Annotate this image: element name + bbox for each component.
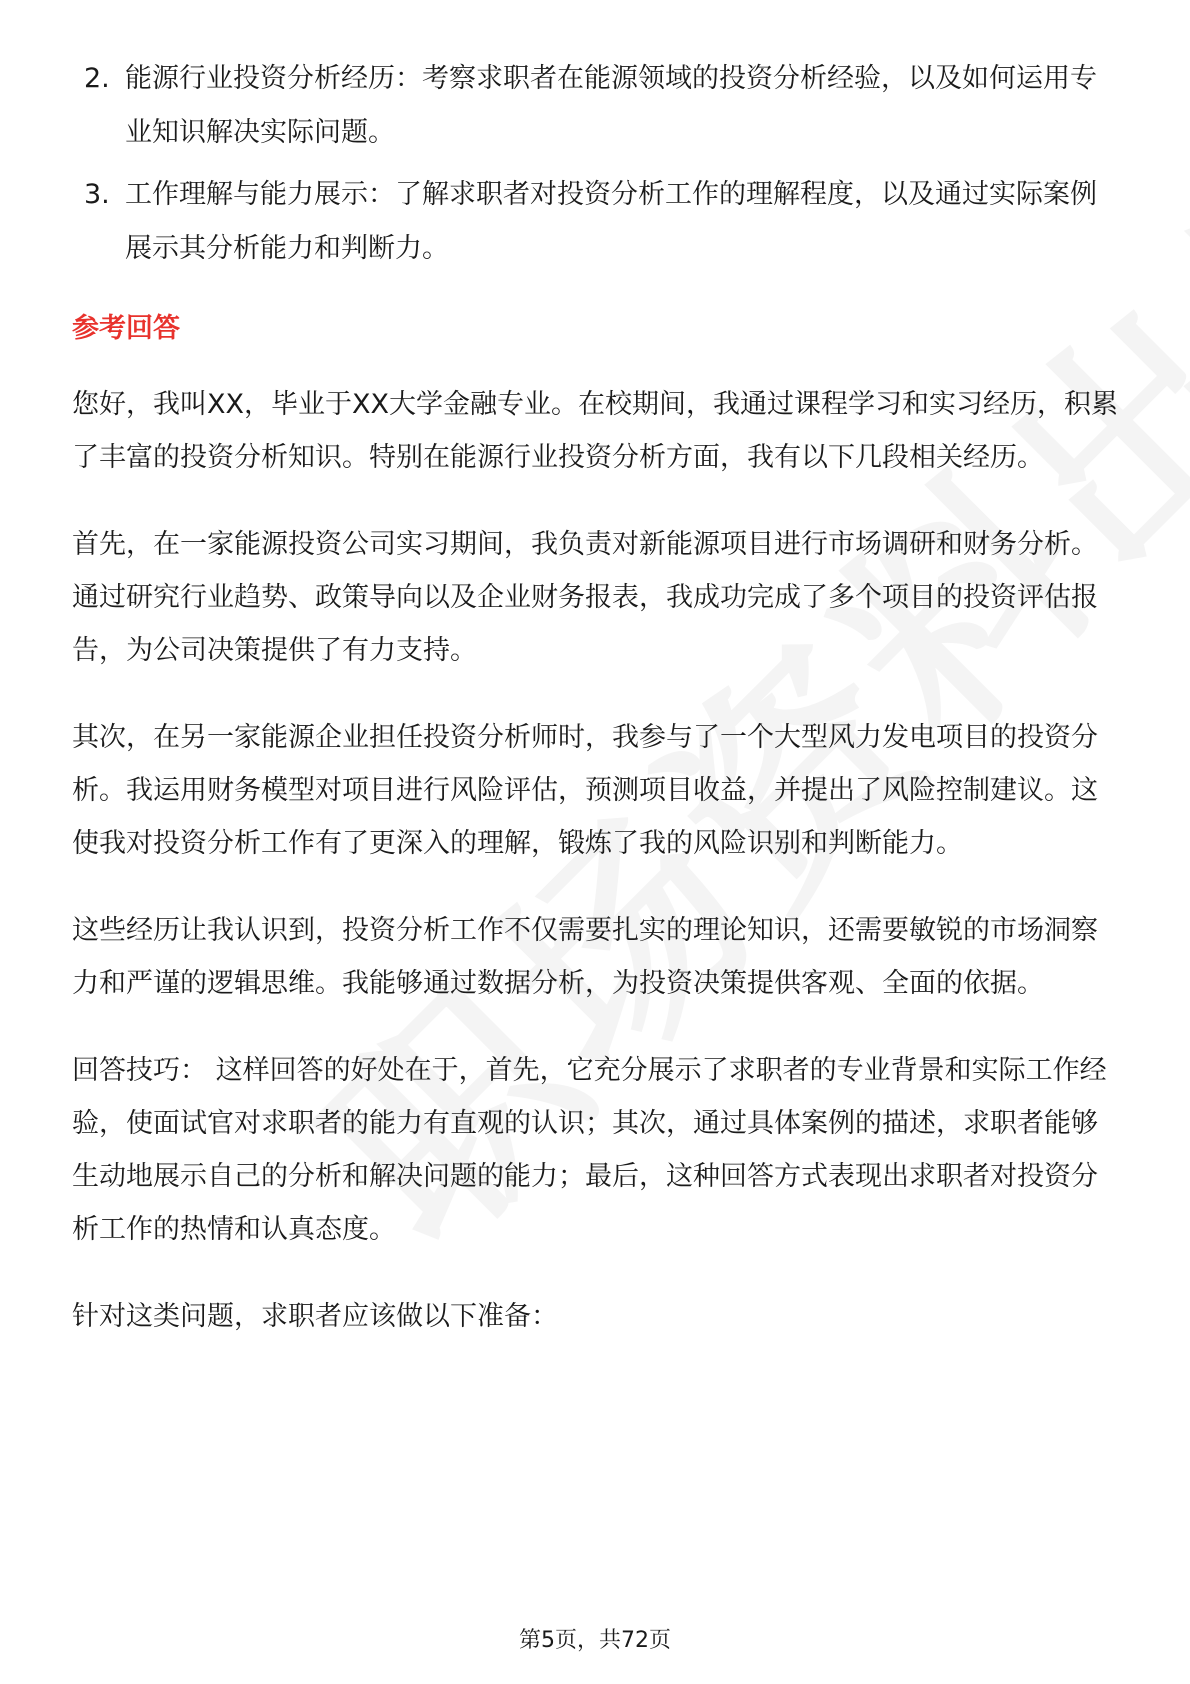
paragraph: 其次，在另一家能源企业担任投资分析师时，我参与了一个大型风力发电项目的投资分析。我运用财务模型对项目进行风险评估，预测项目收益，并提出了风险控制建议。这使我对投资分析工作有了更深入的理解，锻炼了我的风险识别和判断能力。 [72,722,1098,859]
paragraph: 这些经历让我认识到，投资分析工作不仅需要扎实的理论知识，还需要敏锐的市场洞察力和严谨的逻辑思维。我能够通过数据分析，为投资决策提供客观、全面的依据。 [72,915,1098,999]
paragraph: 您好，我叫XX，毕业于XX大学金融专业。在校期间，我通过课程学习和实习经历，积累了丰富的投资分析知识。特别在能源行业投资分析方面，我有以下几段相关经历。 [72,389,1118,473]
list-item [0,168,1190,276]
list-item-number: 2. [84,63,110,94]
answer-body [72,378,1122,1377]
paragraph: 针对这类问题，求职者应该做以下准备： [72,1301,558,1332]
paragraph: 首先，在一家能源投资公司实习期间，我负责对新能源项目进行市场调研和财务分析。通过研究行业趋势、政策导向以及企业财务报表，我成功完成了多个项目的投资评估报告，为公司决策提供了有力支持。 [72,529,1098,666]
list-item-text: 工作理解与能力展示：了解求职者对投资分析工作的理解程度，以及通过实际案例展示其分析能力和判断力。 [125,179,1097,264]
section-heading: 参考回答 [72,313,180,344]
list-item-number: 3. [84,179,110,210]
numbered-list [0,52,1190,284]
list-item-text: 能源行业投资分析经历：考察求职者在能源领域的投资分析经验，以及如何运用专业知识解决实际问题。 [125,63,1097,148]
page-footer: 第5页，共72页 [519,1628,671,1653]
list-item [0,52,1190,160]
paragraph: 回答技巧： 这样回答的好处在于，首先，它充分展示了求职者的专业背景和实际工作经验，使面试官对求职者的能力有直观的认识；其次，通过具体案例的描述，求职者能够生动地展示自己的分析和解决问题的能力；最后，这种回答方式表现出求职者对投资分析工作的热情和认真态度。 [72,1055,1107,1245]
